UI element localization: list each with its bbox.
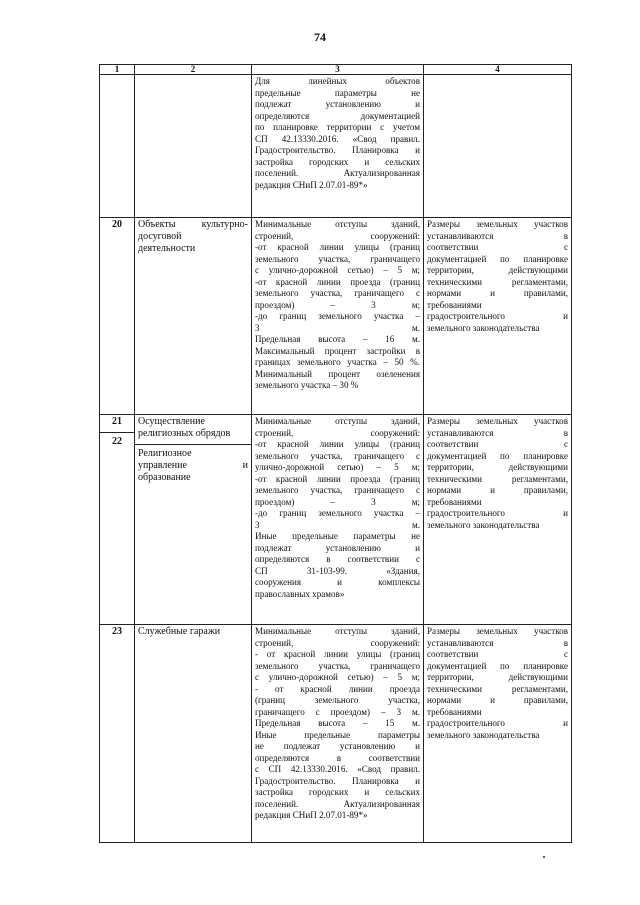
- text-line: градостроительного и: [427, 718, 568, 728]
- sizes-cell: [424, 218, 572, 415]
- text-line: Объекты культурно-: [138, 219, 248, 230]
- text-line: -от красной линии улицы (границ: [255, 242, 420, 252]
- text-line: земельного участка, граничащего: [255, 253, 420, 264]
- sizes-cell: [424, 415, 572, 625]
- text-line: образование: [138, 472, 191, 483]
- text-line: подлежат установлению и: [255, 99, 420, 109]
- text-line: не подлежат установлению и: [255, 741, 420, 751]
- text-line: Максимальный процент застройки в: [255, 345, 420, 356]
- text-line: Минимальные отступы зданий,: [255, 626, 420, 636]
- text-line: устанавливаются в: [427, 230, 568, 241]
- text-line: СП 42.13330.2016. «Свод правил.: [255, 133, 420, 144]
- row-number-21: 21: [112, 416, 122, 427]
- text-line: предельные параметры не: [255, 87, 420, 98]
- text-line: редакция СНиП 2.07.01-89*»: [255, 179, 368, 190]
- table-row: [100, 75, 572, 218]
- sizes-cell: [424, 75, 572, 218]
- text-line: проездом) – 3 м;: [255, 496, 420, 507]
- text-line: Иные предельные параметры: [255, 729, 420, 740]
- text-line: земельного законодательства: [427, 519, 540, 530]
- object-name: [135, 218, 252, 415]
- text-line: СП 31-103-99. «Здания,: [255, 565, 420, 576]
- row-divider: [135, 444, 251, 445]
- object-name-21: [138, 416, 248, 440]
- text-line: подлежат установлению и: [255, 542, 420, 553]
- text-line: нормами и правилами,: [427, 695, 568, 705]
- text-line: техническими регламентами,: [427, 473, 568, 484]
- text-line: определяются документацией: [255, 110, 420, 121]
- text-line: земельного законодательства: [427, 322, 540, 333]
- text-line: градостроительного и: [427, 311, 568, 321]
- text-line: определяются в соответствии с: [255, 554, 420, 564]
- text-line: Иные предельные параметры не: [255, 531, 420, 541]
- row-divider: [100, 432, 134, 433]
- text-line: документацией по планировке: [427, 450, 568, 461]
- object-name: [135, 75, 252, 218]
- text-line: Градостроительство. Планировка и: [255, 145, 420, 155]
- object-name: [135, 415, 252, 625]
- text-line: (границ земельного участка,: [255, 695, 420, 705]
- text-line: досуговой: [138, 231, 182, 242]
- text-line: поселений. Актуализированная: [255, 168, 420, 178]
- text-line: улично-дорожной сетью) – 5 м;: [255, 462, 420, 472]
- text-line: сооружения и комплексы: [255, 577, 420, 587]
- text-line: техническими регламентами,: [427, 276, 568, 287]
- sizes-cell: [424, 625, 572, 843]
- text-line: - от красной линии проезда: [255, 683, 420, 694]
- text-line: Минимальные отступы зданий,: [255, 219, 420, 229]
- text-line: границах земельного участка – 50 %.: [255, 357, 420, 367]
- text-line: земельного участка – 30 %: [255, 380, 359, 390]
- header-col-3: 3: [252, 65, 424, 75]
- text-line: земельного законодательства: [427, 729, 540, 740]
- text-line: земельного участка, граничащего: [255, 660, 420, 671]
- parameters-cell: [252, 75, 424, 218]
- table-row: [100, 415, 572, 625]
- text-line: устанавливаются в: [427, 427, 568, 438]
- text-line: нормами и правилами,: [427, 485, 568, 495]
- header-row: [100, 65, 572, 75]
- header-col-2: 2: [135, 65, 252, 75]
- text-line: соответствии с: [427, 439, 568, 449]
- text-line: проездом) – 3 м;: [255, 299, 420, 310]
- header-col-4: 4: [424, 65, 572, 75]
- text-line: -от красной линии проезда (границ: [255, 276, 420, 287]
- text-line: Минимальные отступы зданий,: [255, 416, 420, 426]
- text-line: поселений. Актуализированная: [255, 798, 420, 809]
- text-line: территории, действующими: [427, 265, 568, 275]
- text-line: территории, действующими: [427, 672, 568, 682]
- text-line: с улично-дорожной сетью) – 5 м;: [255, 265, 420, 275]
- text-line: -до границ земельного участка –: [255, 311, 420, 321]
- text-line: документацией по планировке: [427, 660, 568, 671]
- text-line: по планировке территории с учетом: [255, 122, 420, 132]
- text-line: православных храмов»: [255, 588, 345, 599]
- table-row: [100, 625, 572, 843]
- text-line: Предельная высота – 16 м.: [255, 334, 420, 344]
- text-line: техническими регламентами,: [427, 683, 568, 694]
- text-line: земельного участка, граничащего с: [255, 450, 420, 461]
- text-line: территории, действующими: [427, 462, 568, 472]
- text-line: Минимальный процент озеленения: [255, 368, 420, 379]
- text-line: Размеры земельных участков: [427, 626, 568, 636]
- text-line: редакция СНиП 2.07.01-89*»: [255, 810, 368, 820]
- text-line: требованиями: [427, 706, 482, 717]
- text-line: требованиями: [427, 299, 482, 310]
- text-line: земельного участка, граничащего с: [255, 485, 420, 495]
- text-line: с СП 42.13330.2016. «Свод правил.: [255, 764, 420, 774]
- text-line: управление и: [138, 460, 248, 471]
- parameters-cell: [252, 415, 424, 625]
- text-line: определяются в соответствии: [255, 752, 420, 763]
- text-line: Служебные гаражи: [138, 626, 221, 637]
- text-line: 3 м.: [255, 519, 420, 530]
- regulations-table: [99, 64, 572, 843]
- scan-speck: [543, 856, 545, 858]
- text-line: строений, сооружений:: [255, 637, 420, 648]
- page-number: 74: [314, 30, 326, 44]
- row-number-22: 22: [112, 435, 122, 447]
- text-line: земельного участка, граничащего с: [255, 288, 420, 298]
- text-line: с улично-дорожной сетью) – 5 м;: [255, 672, 420, 682]
- text-line: требованиями: [427, 496, 482, 507]
- text-line: застройка городских и сельских: [255, 156, 420, 167]
- row-number: [100, 415, 135, 625]
- text-line: Религиозное: [138, 448, 192, 459]
- text-line: застройка городских и сельских: [255, 787, 420, 797]
- text-line: 3 м.: [255, 322, 420, 333]
- text-line: Градостроительство. Планировка и: [255, 775, 420, 786]
- text-line: Размеры земельных участков: [427, 219, 568, 229]
- text-line: строений, сооружений:: [255, 427, 420, 438]
- text-line: - от красной линии улицы (границ: [255, 649, 420, 659]
- row-number: 23: [100, 625, 135, 843]
- parameters-cell: [252, 625, 424, 843]
- text-line: Осуществление: [138, 416, 205, 427]
- text-line: Предельная высота – 15 м.: [255, 718, 420, 728]
- header-col-1: 1: [100, 65, 135, 75]
- text-line: -от красной линии улицы (границ: [255, 439, 420, 449]
- text-line: нормами и правилами,: [427, 288, 568, 298]
- text-line: строений, сооружений:: [255, 230, 420, 241]
- object-name-22: [138, 448, 248, 484]
- text-line: граничащего с проездом) – 3 м.: [255, 706, 420, 717]
- text-line: деятельности: [138, 243, 196, 254]
- row-number: 20: [100, 218, 135, 415]
- row-number: [100, 75, 135, 218]
- text-line: градостроительного и: [427, 508, 568, 518]
- text-line: соответствии с: [427, 242, 568, 252]
- object-name: [135, 625, 252, 843]
- text-line: устанавливаются в: [427, 637, 568, 648]
- parameters-cell: [252, 218, 424, 415]
- text-line: -до границ земельного участка –: [255, 508, 420, 518]
- text-line: Для линейных объектов: [255, 76, 420, 86]
- text-line: соответствии с: [427, 649, 568, 659]
- text-line: -от красной линии проезда (границ: [255, 473, 420, 484]
- text-line: религиозных обрядов: [138, 428, 231, 439]
- text-line: документацией по планировке: [427, 253, 568, 264]
- table-row: [100, 218, 572, 415]
- text-line: Размеры земельных участков: [427, 416, 568, 426]
